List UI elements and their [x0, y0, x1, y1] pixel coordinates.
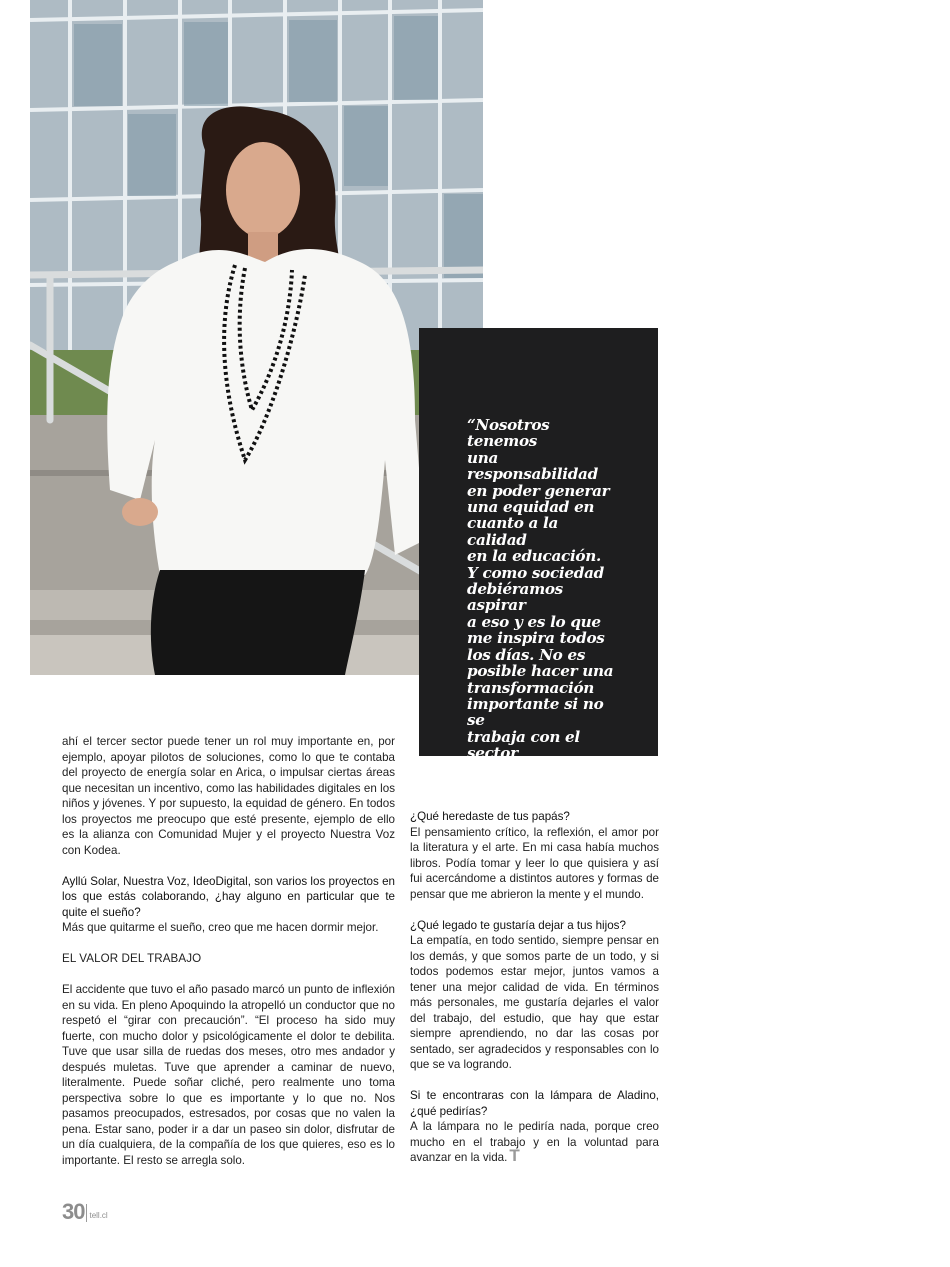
pull-quote-text: “Nosotros tenemos una responsabilidad en poder generar una equidad en cuanto a la calidad en la educación. Y como sociedad debiéramos aspirar a eso y es lo que me inspira todos los días. No es posible hacer una transformación importante si no se trabaja con el sector público”. — [467, 416, 614, 779]
pull-quote-box — [419, 328, 658, 779]
interview-question: ¿Qué heredaste de tus papás? — [410, 810, 570, 823]
interview-question: Ayllú Solar, Nuestra Voz, IdeoDigital, son varios los proyectos en los que estás colaborando, ¿hay alguno en particular que te quite el sueño? — [62, 874, 395, 919]
interview-answer — [410, 1119, 659, 1166]
interview-question: Si te encontraras con la lámpara de Aladino, ¿qué pedirías? — [410, 1089, 659, 1118]
page-number: 30 — [62, 1199, 85, 1224]
footer-site: tell.cl — [89, 1211, 108, 1220]
left-column — [62, 734, 395, 1168]
section-heading: EL VALOR DEL TRABAJO — [62, 952, 202, 965]
interview-question: ¿Qué legado te gustaría dejar a tus hijos? — [410, 918, 626, 932]
right-column — [410, 809, 659, 1166]
portrait-photo — [30, 0, 483, 675]
end-mark-icon: T — [509, 1146, 520, 1165]
article-paragraph: El accidente que tuvo el año pasado marcó un punto de inflexión en su vida. En pleno Apoquindo la atropelló un conductor que no respetó el “girar con precaución”. “El proceso ha sido muy fuerte, con mucho dolor y psicológicamente el dolor te debilita. Tuve que usar silla de ruedas dos meses, otro mes andador y después muletas. Tuve que aprender a caminar de nuevo, literalmente. Puede soñar cliché, pero realmente uno toma perspectiva sobre lo que es importante y lo que no. Nos pasamos preocupados, estresados, por cosas que no valen la pena. Estar sano, poder ir a dar un paseo sin dolor, disfrutar de un día cualquiera, de la compañía de los que quieres, eso es lo importante. El resto se arregla solo. — [62, 983, 395, 1167]
interview-answer: El pensamiento crítico, la reflexión, el amor por la literatura y el arte. En mi casa había muchos libros. Podía tomar y leer lo que quisiera y así fui acercándome a distintos autores y formas de pensar que me abrieron la mente y el mundo. — [410, 825, 659, 901]
portrait-illustration — [30, 0, 483, 675]
interview-answer: La empatía, en todo sentido, siempre pensar en los demás, y que somos parte de un todo, y si todos podemos estar mejor, juntos vamos a tener una mejor calidad de vida. En términos más personales, me gustaría dejarles el valor del trabajo, del estudio, que hay que estar siempre aprendiendo, no dar las cosas por sentado, ser agradecidos y responsables con lo que se va logrando. — [410, 934, 659, 1071]
page-footer — [62, 1200, 108, 1224]
final-answer-text: A la lámpara no le pediría nada, porque creo mucho en el trabajo y en la voluntad para avanzar en la vida. — [410, 1120, 659, 1164]
footer-divider — [86, 1204, 87, 1222]
article-paragraph: ahí el tercer sector puede tener un rol muy importante en, por ejemplo, apoyar pilotos de soluciones, como lo que te contaba del proyecto de energía solar en Arica, o impulsar ciertas áreas que necesitan un incentivo, como las habilidades digitales en los niños y jóvenes. Y por supuesto, la equidad de género. En todos los proyectos me preocupo que esté presente, ejemplo de ello es la alianza con Comunidad Mujer y el proyecto Nuestra Voz con Kodea. — [62, 735, 395, 857]
interview-answer: Más que quitarme el sueño, creo que me hacen dormir mejor. — [62, 921, 379, 934]
